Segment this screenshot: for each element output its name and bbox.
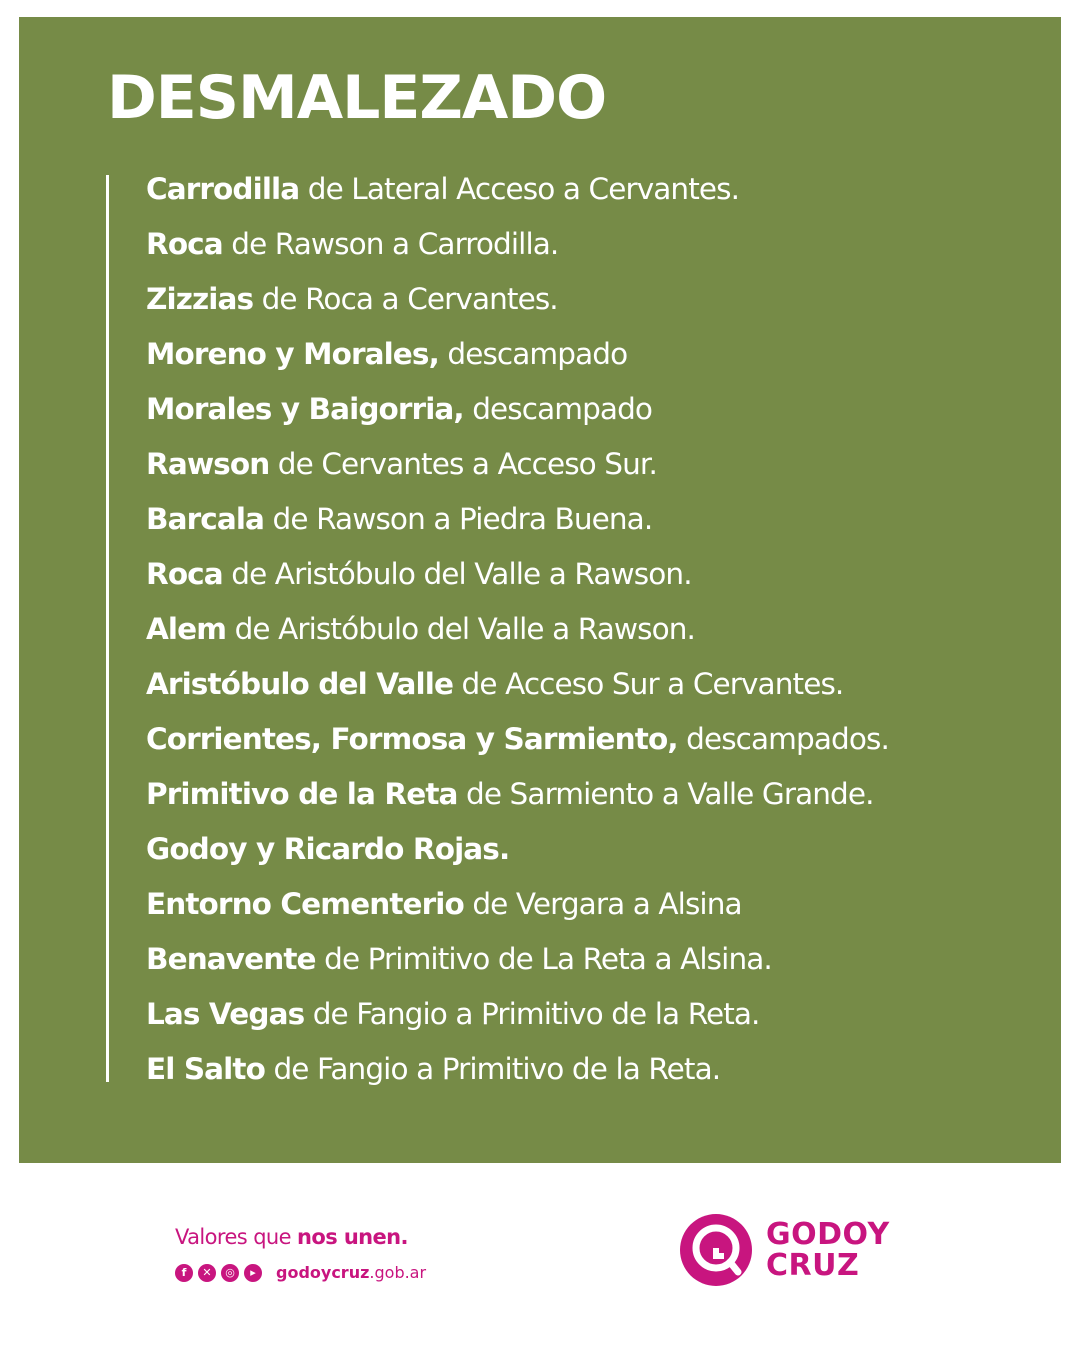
street-name: Roca bbox=[146, 557, 223, 591]
street-name: Primitivo de la Reta bbox=[146, 777, 458, 811]
street-name: Moreno y Morales, bbox=[146, 337, 439, 371]
street-name: El Salto bbox=[146, 1052, 265, 1086]
main-panel bbox=[19, 17, 1061, 1163]
list-item bbox=[146, 877, 889, 932]
street-range: de Primitivo de La Reta a Alsina. bbox=[315, 942, 772, 976]
street-range: de Vergara a Alsina bbox=[463, 887, 742, 921]
footer-slogan-block bbox=[175, 1225, 426, 1282]
website-link[interactable]: godoycruz.gob.ar bbox=[276, 1263, 427, 1282]
list-item bbox=[146, 382, 889, 437]
street-range: de Acceso Sur a Cervantes. bbox=[453, 667, 844, 701]
street-range: de Roca a Cervantes. bbox=[253, 282, 558, 316]
list-item bbox=[146, 987, 889, 1042]
street-name: Benavente bbox=[146, 942, 316, 976]
street-range: de Aristóbulo del Valle a Rawson. bbox=[222, 557, 692, 591]
street-range: de Cervantes a Acceso Sur. bbox=[269, 447, 657, 481]
street-name: Aristóbulo del Valle bbox=[146, 667, 454, 701]
street-range: de Fangio a Primitivo de la Reta. bbox=[264, 1052, 721, 1086]
street-name: Rawson bbox=[146, 447, 270, 481]
list-item bbox=[146, 162, 889, 217]
list-item bbox=[146, 492, 889, 547]
facebook-icon[interactable]: f bbox=[175, 1264, 193, 1282]
page-title: DESMALEZADO bbox=[107, 63, 607, 133]
street-name: Barcala bbox=[146, 502, 265, 536]
vertical-divider bbox=[106, 175, 109, 1082]
logo-text: GODOY CRUZ bbox=[766, 1217, 890, 1283]
street-name: Carrodilla bbox=[146, 172, 300, 206]
list-item bbox=[146, 327, 889, 382]
street-range: de Aristóbulo del Valle a Rawson. bbox=[226, 612, 695, 646]
street-name: Entorno Cementerio bbox=[146, 887, 464, 921]
street-range: de Rawson a Carrodilla. bbox=[222, 227, 559, 261]
street-range: descampado bbox=[463, 392, 653, 426]
x-icon[interactable]: ✕ bbox=[198, 1264, 216, 1282]
list-item bbox=[146, 1042, 889, 1097]
street-range: descampados. bbox=[677, 722, 889, 756]
street-range: de Fangio a Primitivo de la Reta. bbox=[304, 997, 760, 1031]
list-item bbox=[146, 932, 889, 987]
list-item bbox=[146, 767, 889, 822]
street-name: Morales y Baigorria, bbox=[146, 392, 464, 426]
list-item bbox=[146, 272, 889, 327]
logo-mark-icon bbox=[680, 1214, 752, 1286]
list-item bbox=[146, 547, 889, 602]
street-list bbox=[146, 162, 889, 1097]
godoy-cruz-logo bbox=[680, 1214, 890, 1286]
street-name: Las Vegas bbox=[146, 997, 305, 1031]
list-item bbox=[146, 437, 889, 492]
street-range: descampado bbox=[438, 337, 628, 371]
slogan: Valores que nos unen. bbox=[175, 1225, 408, 1249]
street-range: de Rawson a Piedra Buena. bbox=[264, 502, 653, 536]
street-range: de Lateral Acceso a Cervantes. bbox=[299, 172, 740, 206]
street-name: Zizzias bbox=[146, 282, 254, 316]
list-item bbox=[146, 822, 889, 877]
list-item bbox=[146, 657, 889, 712]
list-item bbox=[146, 602, 889, 657]
youtube-icon[interactable]: ▸ bbox=[244, 1264, 262, 1282]
street-range: de Sarmiento a Valle Grande. bbox=[457, 777, 874, 811]
street-name: Alem bbox=[146, 612, 227, 646]
list-item bbox=[146, 712, 889, 767]
street-name: Corrientes, Formosa y Sarmiento, bbox=[146, 722, 678, 756]
street-name: Roca bbox=[146, 227, 223, 261]
instagram-icon[interactable]: ◎ bbox=[221, 1264, 239, 1282]
street-name: Godoy y Ricardo Rojas. bbox=[146, 832, 510, 866]
social-links bbox=[175, 1263, 426, 1282]
list-item bbox=[146, 217, 889, 272]
